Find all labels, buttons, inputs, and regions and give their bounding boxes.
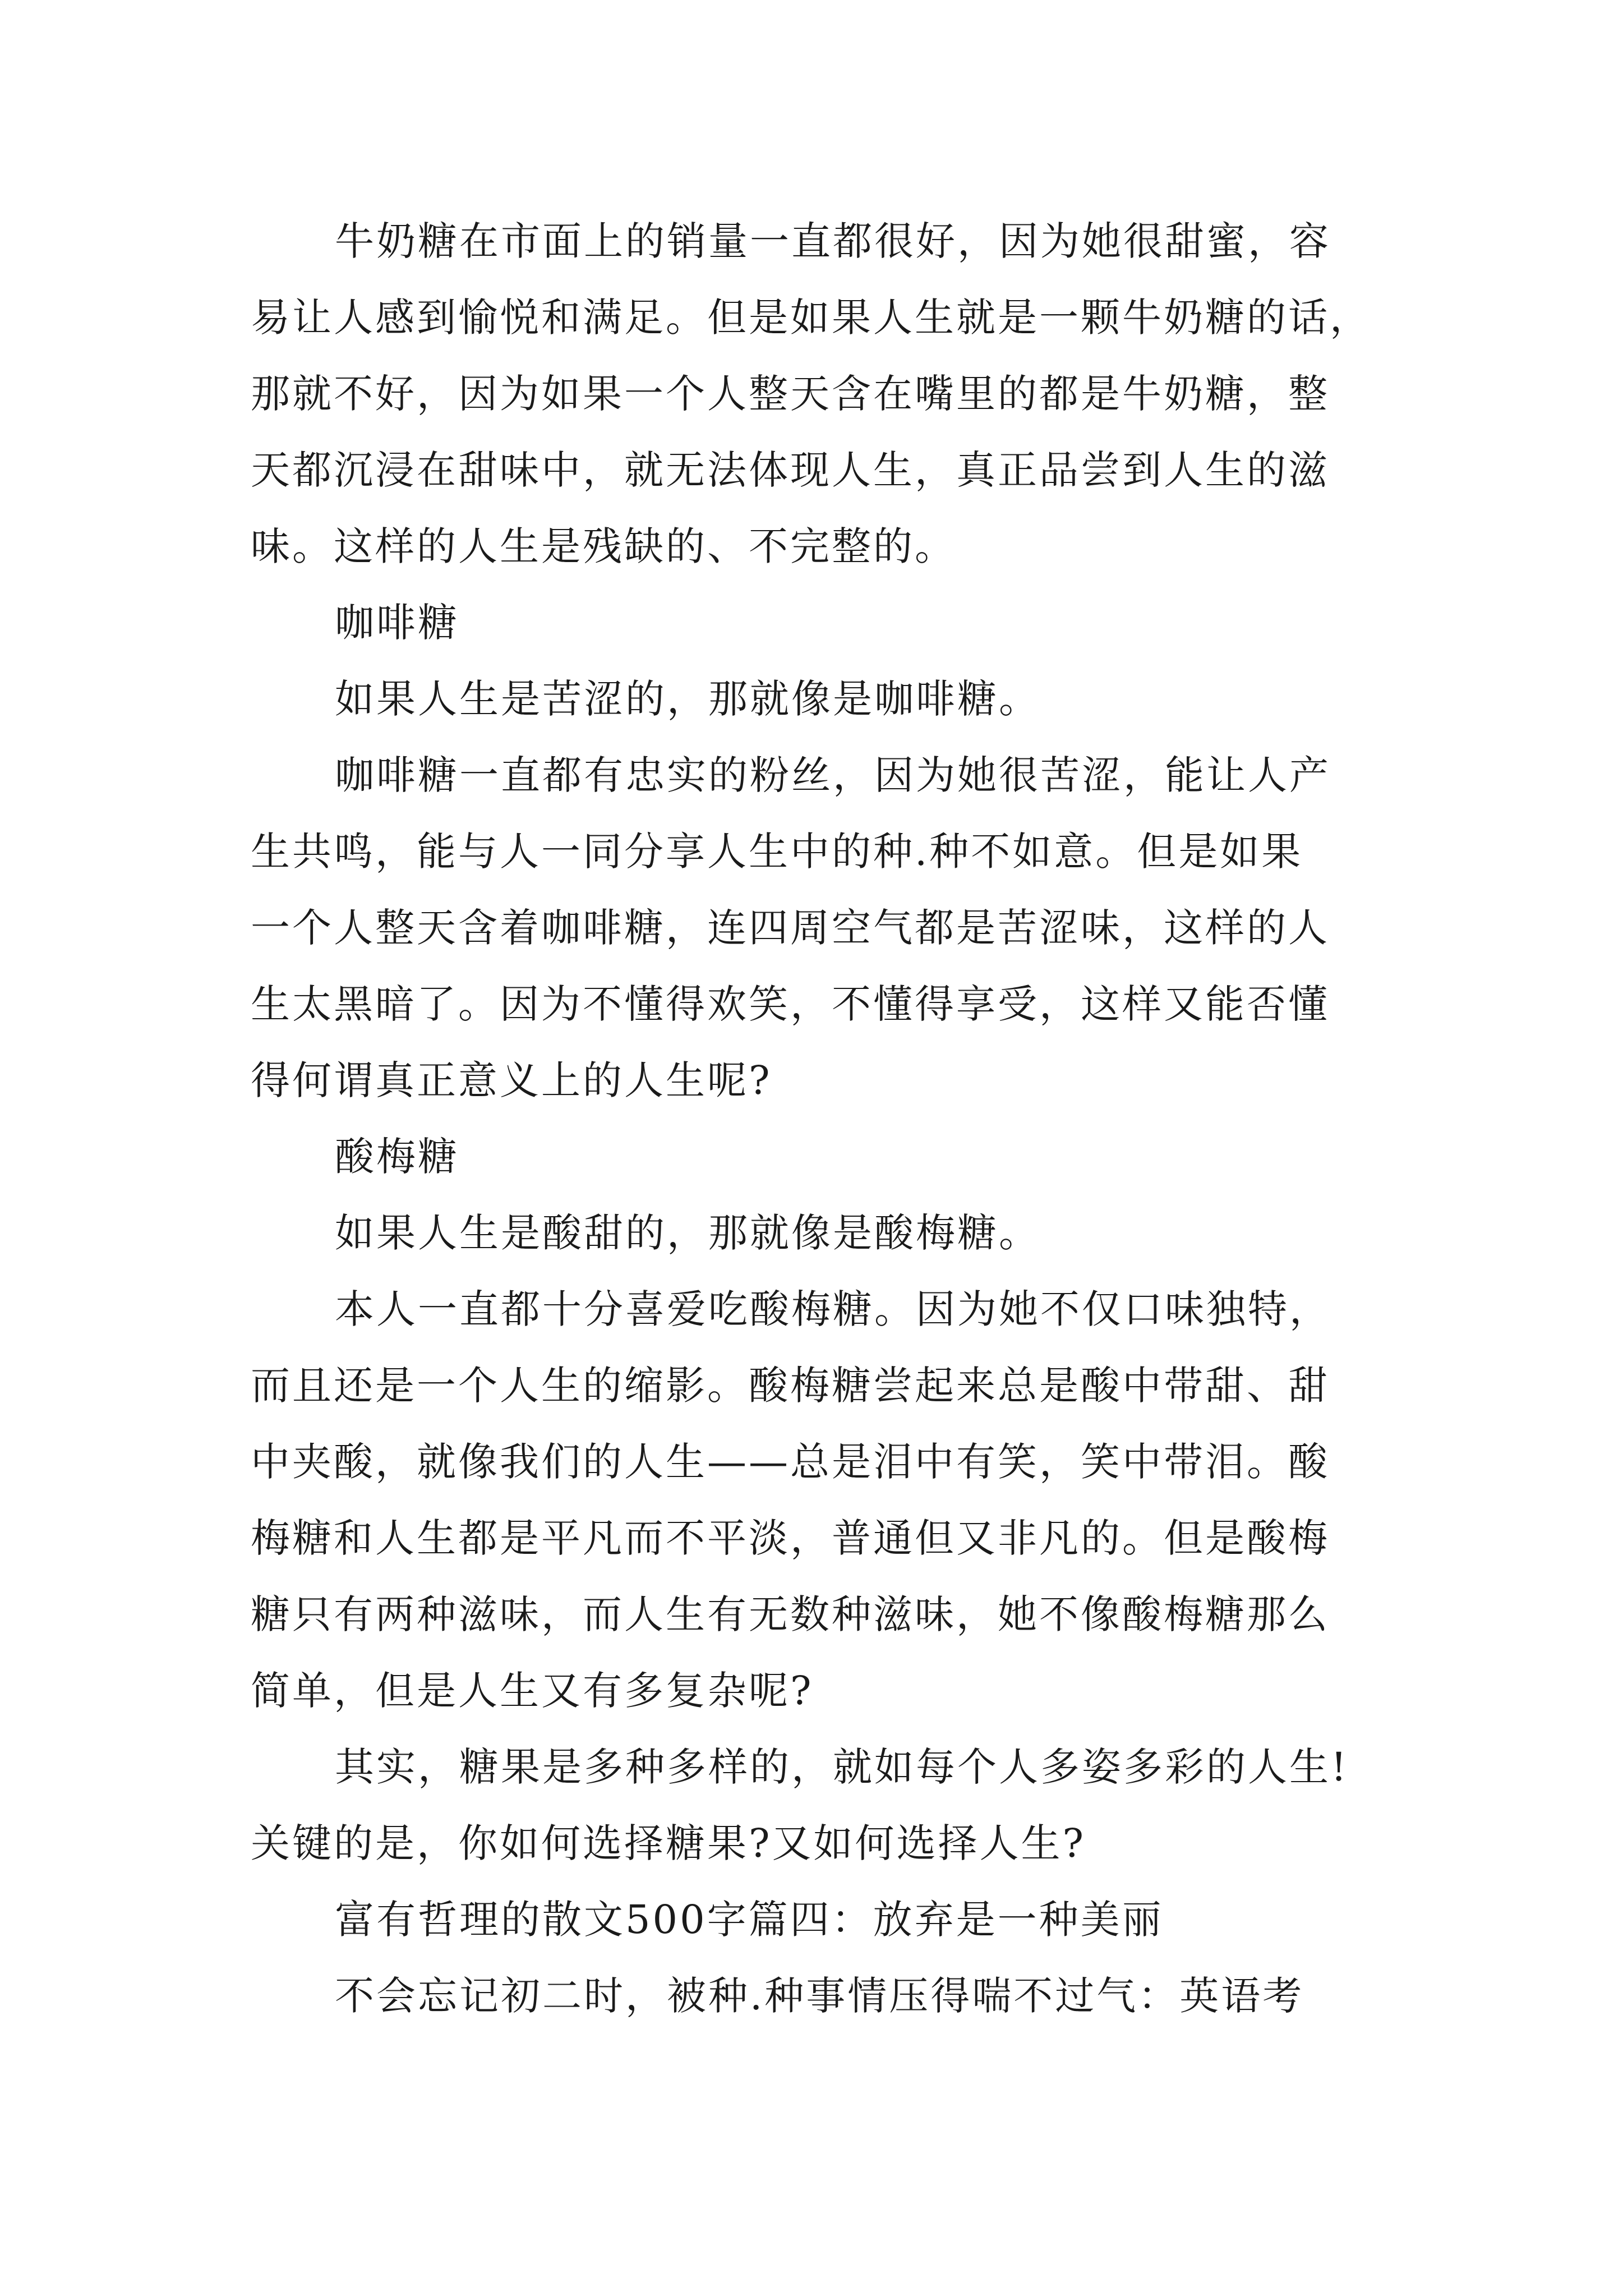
text-line: 咖啡糖一直都有忠实的粉丝，因为她很苦涩，能让人产	[335, 752, 1331, 798]
text-line: 糖只有两种滋味，而人生有无数种滋味，她不像酸梅糖那么	[251, 1591, 1330, 1637]
section-heading: 咖啡糖	[335, 600, 459, 646]
text-line: 那就不好，因为如果一个人整天含在嘴里的都是牛奶糖，整	[251, 371, 1330, 417]
text-line: 中夹酸，就像我们的人生——总是泪中有笑，笑中带泪。酸	[251, 1439, 1330, 1485]
text-line: 如果人生是苦涩的，那就像是咖啡糖。	[335, 676, 1040, 722]
text-line: 得何谓真正意义上的人生呢?	[251, 1057, 772, 1103]
text-line: 其实，糖果是多种多样的，就如每个人多姿多彩的人生!	[335, 1744, 1349, 1790]
text-line: 而且还是一个人生的缩影。酸梅糖尝起来总是酸中带甜、甜	[251, 1363, 1330, 1409]
article-title: 富有哲理的散文500字篇四：放弃是一种美丽	[335, 1897, 1164, 1943]
text-line: 简单，但是人生又有多复杂呢?	[251, 1668, 814, 1714]
text-line: 关键的是，你如何选择糖果?又如何选择人生?	[251, 1820, 1086, 1866]
text-line: 生太黑暗了。因为不懂得欢笑，不懂得享受，这样又能否懂	[251, 981, 1330, 1027]
text-line: 生共鸣，能与人一同分享人生中的种.种不如意。但是如果	[251, 829, 1303, 875]
text-line: 如果人生是酸甜的，那就像是酸梅糖。	[335, 1210, 1040, 1256]
text-line: 本人一直都十分喜爱吃酸梅糖。因为她不仅口味独特，	[335, 1286, 1331, 1332]
text-line: 一个人整天含着咖啡糖，连四周空气都是苦涩味，这样的人	[251, 905, 1330, 951]
body-text	[251, 203, 1395, 2034]
text-line: 牛奶糖在市面上的销量一直都很好，因为她很甜蜜，容	[335, 218, 1331, 264]
text-line: 天都沉浸在甜味中，就无法体现人生，真正品尝到人生的滋	[251, 447, 1330, 493]
text-line: 不会忘记初二时，被种.种事情压得喘不过气：英语考	[335, 1973, 1304, 2019]
section-heading: 酸梅糖	[335, 1134, 459, 1180]
text-line: 味。这样的人生是残缺的、不完整的。	[251, 523, 956, 569]
text-line: 易让人感到愉悦和满足。但是如果人生就是一颗牛奶糖的话，	[251, 295, 1371, 341]
text-line: 梅糖和人生都是平凡而不平淡，普通但又非凡的。但是酸梅	[251, 1515, 1330, 1561]
